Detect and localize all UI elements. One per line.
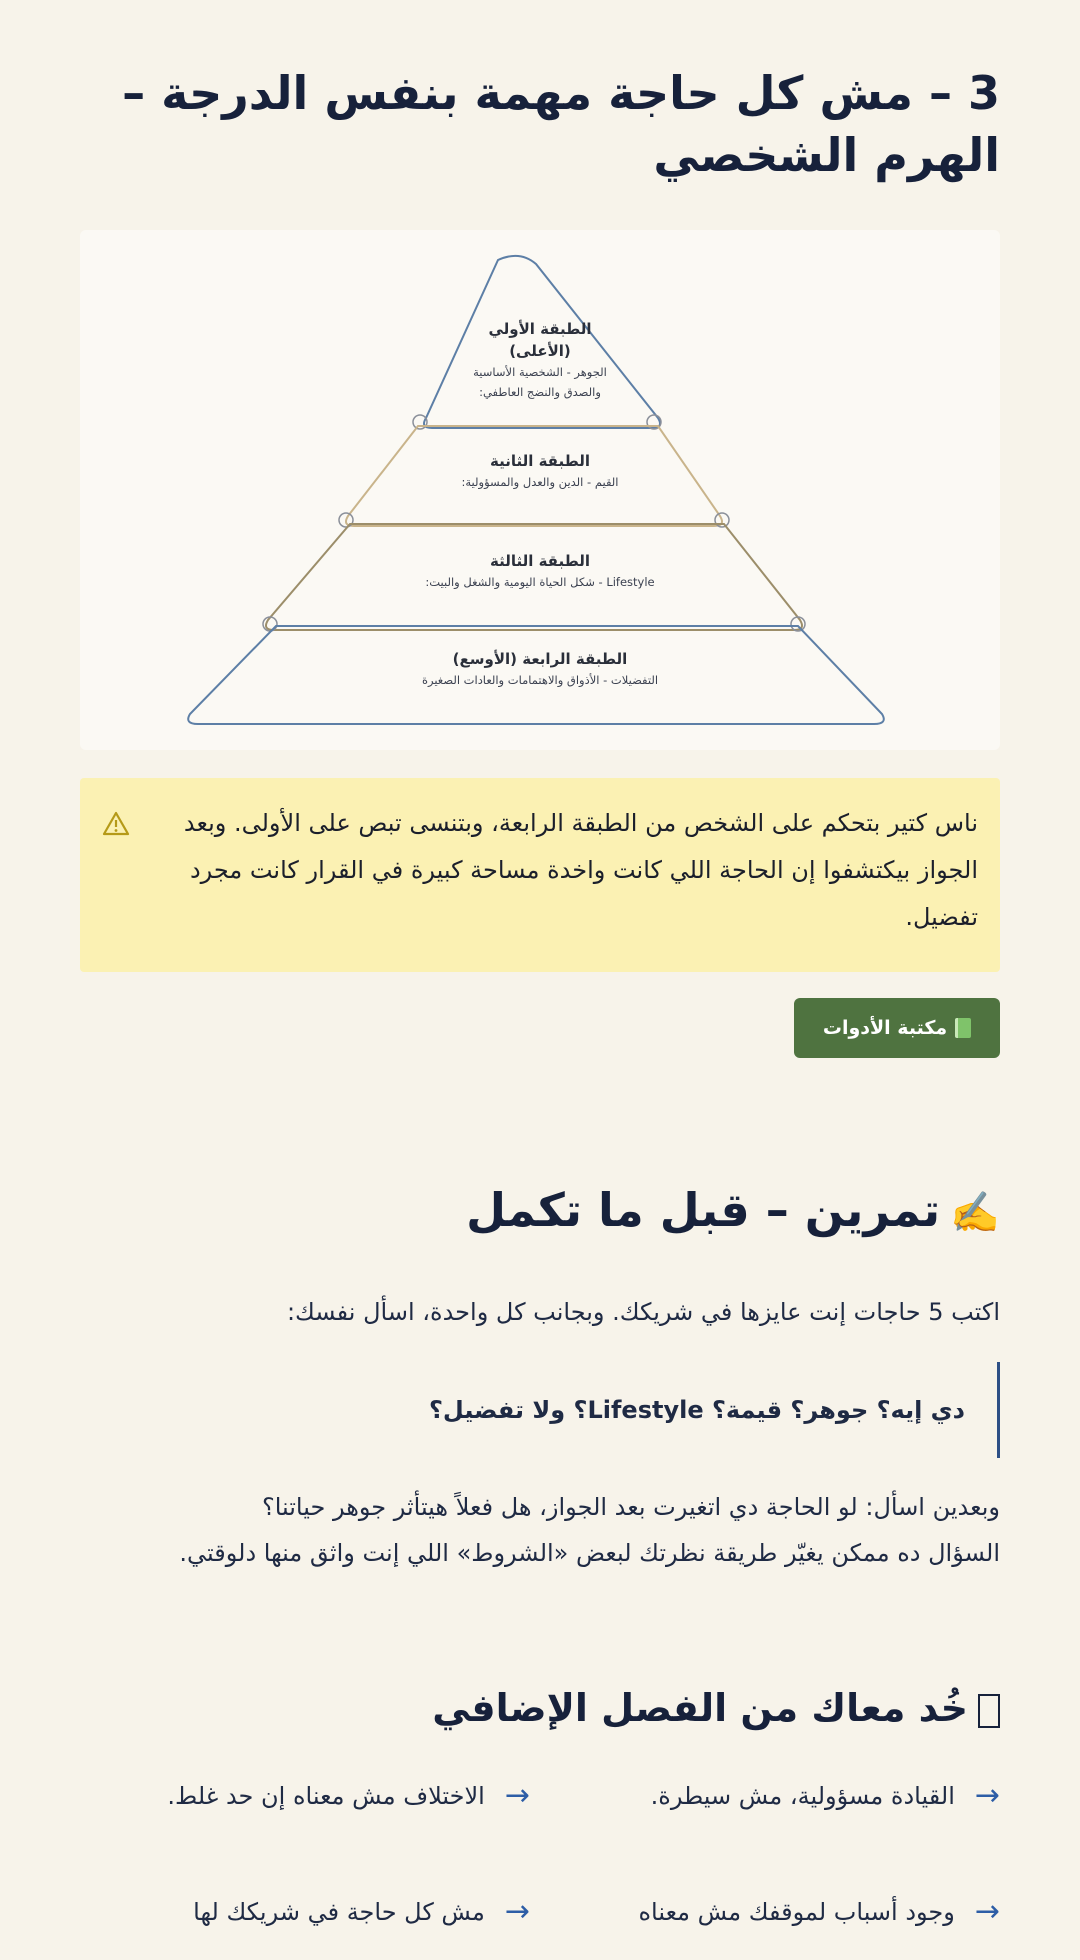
takeaway-text: الاختلاف مش معناه إن حد غلط.: [167, 1782, 485, 1810]
takeaway-item: [651, 1776, 1000, 1816]
arrow-right-icon: →: [974, 1894, 1000, 1929]
warning-callout: [80, 778, 1000, 972]
exercise-followup-line-1: وبعدين اسأل: لو الحاجة دي اتغيرت بعد الجواز، هل فعلاً هيتأثر جوهر حياتنا؟: [261, 1493, 1000, 1521]
layer-3-desc: Lifestyle - شكل الحياة اليومية والشغل والبيت:: [425, 575, 655, 589]
pyramid-diagram: [80, 230, 1000, 750]
writing-hand-icon: ✍️: [950, 1190, 1000, 1236]
warning-text: ناس كتير بتحكم على الشخص من الطبقة الرابعة، وبتنسى تبص على الأولى. وبعد الجواز بيكتشفوا إن الحاجة اللي كانت واخدة مساحة كبيرة في القرار كانت مجرد تفضيل.: [183, 809, 978, 931]
tools-library-button[interactable]: [794, 998, 1000, 1058]
takeaway-text: وجود أسباب لموقفك مش معناه: [638, 1898, 955, 1926]
exercise-title-text: تمرين – قبل ما تكمل: [466, 1183, 941, 1237]
arrow-right-icon: →: [504, 1778, 530, 1813]
layer-1-subtitle: (الأعلى): [509, 342, 571, 360]
takeaway-item: [638, 1892, 1000, 1932]
pyramid-layer-2-text: [340, 450, 740, 492]
missing-glyph-icon: [978, 1694, 1000, 1728]
exercise-quote: دي إيه؟ جوهر؟ قيمة؟ Lifestyle؟ ولا تفضيل؟: [80, 1362, 1000, 1458]
pyramid-layer-3-text: [300, 550, 780, 592]
takeaway-item: [193, 1892, 530, 1932]
arrow-right-icon: →: [974, 1778, 1000, 1813]
takeaway-item: [167, 1776, 530, 1816]
layer-1-title: الطبقة الأولي: [488, 320, 592, 338]
layer-4-title: الطبقة الرابعة (الأوسع): [452, 650, 628, 668]
exercise-title: [80, 1180, 1000, 1243]
takeaways-list: [80, 1760, 1000, 1960]
exercise-followup: [80, 1484, 1000, 1576]
pyramid-layer-4-text: [240, 648, 840, 690]
layer-2-title: الطبقة الثانية: [489, 452, 590, 470]
layer-4-desc: التفضيلات - الأذواق والاهتمامات والعادات الصغيرة: [421, 673, 659, 687]
warning-icon: [102, 810, 130, 838]
exercise-intro: اكتب 5 حاجات إنت عايزها في شريكك. وبجانب كل واحدة، اسأل نفسك:: [286, 1298, 1000, 1326]
bonus-title-text: خُد معاك من الفصل الإضافي: [432, 1686, 968, 1730]
layer-1-desc-2: والصدق والنضج العاطفي:: [479, 385, 601, 399]
layer-2-desc: القيم - الدين والعدل والمسؤولية:: [461, 475, 619, 489]
exercise-followup-line-2: السؤال ده ممكن يغيّر طريقة نظرتك لبعض «الشروط» اللي إنت واثق منها دلوقتي.: [179, 1539, 1000, 1567]
book-icon: [955, 1018, 971, 1038]
tools-library-label: مكتبة الأدوات: [822, 1017, 948, 1039]
layer-1-desc: الجوهر - الشخصية الأساسية: [473, 365, 607, 379]
pyramid-layer-1-text: [380, 318, 700, 402]
article-page: [80, 0, 1000, 1929]
arrow-right-icon: →: [504, 1894, 530, 1929]
section-title: 3 – مش كل حاجة مهمة بنفس الدرجة – الهرم الشخصي: [122, 66, 1000, 182]
layer-3-title: الطبقة الثالثة: [489, 552, 590, 570]
bonus-title: [80, 1680, 1000, 1736]
takeaway-text: القيادة مسؤولية، مش سيطرة.: [650, 1782, 955, 1810]
takeaway-text: مش كل حاجة في شريكك لها: [193, 1898, 485, 1926]
